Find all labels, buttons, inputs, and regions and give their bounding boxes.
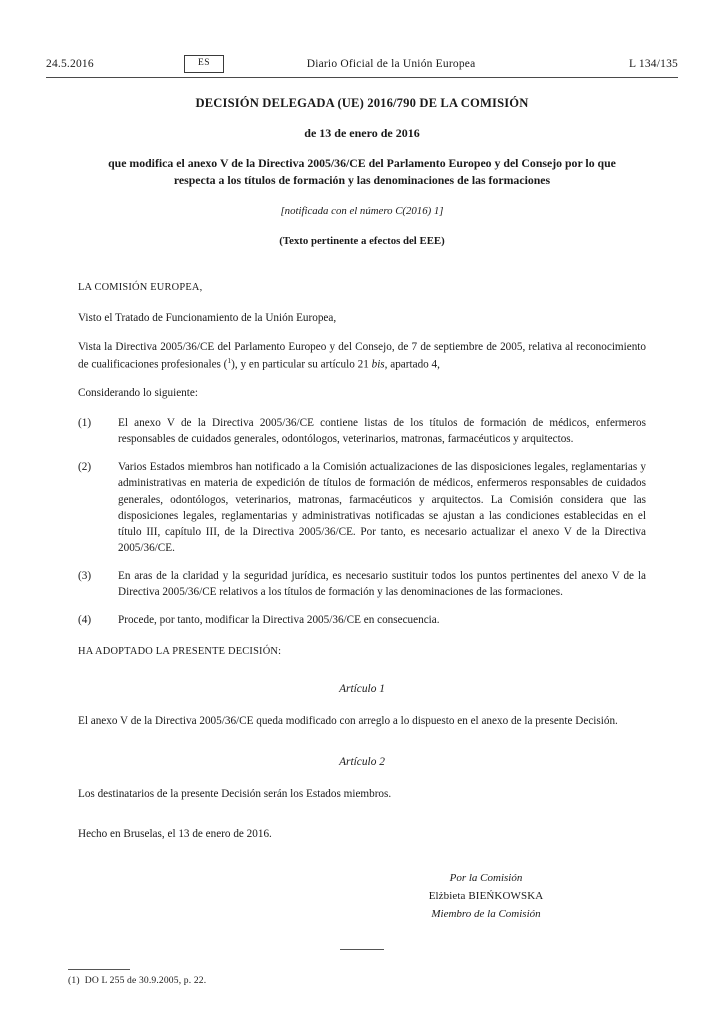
signature-title: Miembro de la Comisión: [431, 907, 541, 920]
page-header: [46, 54, 678, 74]
end-of-text-divider: [340, 949, 384, 950]
document-subject: que modifica el anexo V de la Directiva 2005/36/CE del Parlamento Europeo y del Consejo por lo que respecta a los títulos de formación y las denominaciones de las formaciones: [108, 155, 616, 187]
footnote-divider: [68, 969, 130, 970]
recital-text: Varios Estados miembros han notificado a la Comisión actualizaciones de las disposiciones legales, reglamentarias y administrativas en materia de expedición de títulos de formación de médicos, enfermeros responsables de cuidados generales, odontólogos, veterinarios, matronas, farmacéuticos y arquitectos. La Comisión considera que las disposiciones legales, reglamentarias y administrativas notificadas se ajustan a las condiciones establecidas en el título III, capítulo III, de la Directiva 2005/36/CE. Por tanto, es necesario actualizar el anexo V de la Directiva 2005/36/CE.: [118, 461, 646, 554]
preamble-treaty-citation: Visto el Tratado de Funcionamiento de la Unión Europea,: [78, 311, 337, 324]
recital-number: (3): [78, 570, 92, 583]
recital-text: El anexo V de la Directiva 2005/36/CE contiene listas de los títulos de formación de médicos, enfermeros responsables de cuidados generales, odontólogos, veterinarios, matronas, farmacéuticos y arquitectos.: [118, 417, 646, 446]
directive-citation-part3: , apartado 4,: [384, 358, 440, 371]
document-notification-number: [notificada con el número C(2016) 1]: [280, 204, 444, 217]
article-body-2: Los destinatarios de la presente Decisión serán los Estados miembros.: [78, 787, 392, 800]
preamble-considering: Considerando lo siguiente:: [78, 387, 198, 400]
recital-number: (2): [78, 461, 92, 474]
footnote-number: 1: [71, 975, 77, 986]
signature-name: Elżbieta BIEŃKOWSKA: [428, 889, 544, 902]
directive-citation-bis: bis: [371, 358, 385, 371]
adoption-formula: HA ADOPTADO LA PRESENTE DECISIÓN:: [78, 646, 282, 658]
recital-item: [78, 612, 646, 628]
signature-role: Por la Comisión: [449, 871, 523, 884]
article-heading-1: Artículo 1: [339, 683, 385, 696]
document-eea-relevance: (Texto pertinente a efectos del EEE): [279, 234, 445, 247]
preamble-institution: LA COMISIÓN EUROPEA,: [78, 281, 203, 293]
header-divider: [46, 77, 678, 78]
document-content: [78, 96, 646, 950]
article-body-1: El anexo V de la Directiva 2005/36/CE queda modificado con arreglo a lo dispuesto en el anexo de la presente Decisión.: [78, 715, 618, 728]
signature-block: [336, 870, 636, 923]
article-heading-2: Artículo 2: [339, 755, 385, 768]
directive-citation-part1: Vista la Directiva 2005/36/CE del Parlamento Europeo y del Consejo, de 7 de septiembre de 2005, relativa al reconocimiento de cualificaciones profesionales (: [78, 340, 646, 371]
document-date: de 13 de enero de 2016: [304, 125, 420, 140]
recital-item: [78, 459, 646, 556]
preamble-directive-citation: [78, 340, 646, 374]
header-page-reference: L 134/135: [629, 58, 678, 70]
preamble-section: [78, 281, 646, 402]
recital-item: [78, 415, 646, 447]
footnote-section: [68, 969, 468, 986]
recital-text: En aras de la claridad y la seguridad jurídica, es necesario sustituir todos los puntos pertinentes del anexo V de la Directiva 2005/36/CE relativos a los títulos de formación y las denominaciones de las formaciones.: [118, 570, 646, 599]
header-date: 24.5.2016: [46, 58, 94, 70]
recital-item: [78, 568, 646, 600]
recital-number: (4): [78, 614, 92, 627]
directive-citation-part2: ), y en particular su artículo 21: [231, 358, 372, 371]
recitals-section: [78, 415, 646, 628]
recital-number: (1): [78, 417, 92, 430]
document-title: DECISIÓN DELEGADA (UE) 2016/790 DE LA COMISIÓN: [195, 96, 529, 110]
header-language-code: ES: [184, 55, 224, 73]
header-journal-title: Diario Oficial de la Unión Europea: [306, 58, 476, 70]
footnote-reference-text: DO L 255 de 30.9.2005, p. 22.: [84, 975, 207, 986]
closing-place-date: Hecho en Bruselas, el 13 de enero de 2016.: [78, 827, 272, 840]
recital-text: Procede, por tanto, modificar la Directiva 2005/36/CE en consecuencia.: [118, 614, 440, 627]
footnote-entry: (1) DO L 255 de 30.9.2005, p. 22.: [68, 975, 207, 986]
footnote-marker-inline: 1: [227, 355, 232, 365]
